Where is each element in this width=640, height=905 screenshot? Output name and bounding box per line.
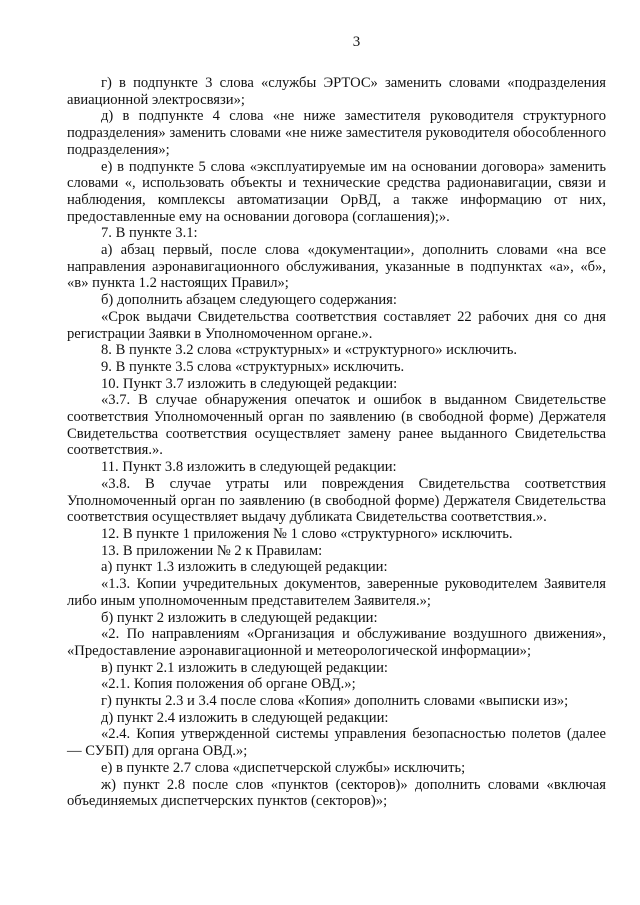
document-body xyxy=(67,75,606,810)
paragraph-sub-v-item13: в) пункт 2.1 изложить в следующей редакции: xyxy=(101,659,388,676)
paragraph-item-13: 13. В приложении № 2 к Правилам: xyxy=(101,542,323,559)
paragraph-sub-d-item13: д) пункт 2.4 изложить в следующей редакции: xyxy=(101,709,389,726)
paragraph-item-8: 8. В пункте 3.2 слова «структурных» и «структурного» исключить. xyxy=(101,342,518,359)
paragraph-item-12: 12. В пункте 1 приложения № 1 слово «структурного» исключить. xyxy=(101,525,513,542)
paragraph-item-11: 11. Пункт 3.8 изложить в следующей редакции: xyxy=(101,459,397,476)
paragraph-sub-e-item6: е) в подпункте 5 слова «эксплуатируемые им на основании договора» заменить словами «, использовать объекты и технические средства радионавигации, связи и наблюдения, комплексы автоматизации ОрВД, а также информацию от них, предоставленные ему на основании договора (соглашения);». xyxy=(67,158,606,225)
paragraph-quote-2: «2. По направлениям «Организация и обслуживание воздушного движения», «Предоставление аэронавигационной и метеорологической информации»; xyxy=(67,626,606,659)
paragraph-sub-g-item13: г) пункты 2.3 и 3.4 после слова «Копия» дополнить словами «выписки из»; xyxy=(101,693,569,710)
paragraph-sub-a-item7: а) абзац первый, после слова «документации», дополнить словами «на все направления аэронавигационного обслуживания, указанные в подпунктах «а», «б», «в» пункта 1.2 настоящих Правил»; xyxy=(67,242,606,292)
paragraph-sub-zh-item13: ж) пункт 2.8 после слов «пунктов (секторов)» дополнить словами «включая объединяемых диспетчерских пунктов (секторов)»; xyxy=(67,776,606,810)
paragraph-item-7: 7. В пункте 3.1: xyxy=(101,225,198,242)
paragraph-sub-b-item7: б) дополнить абзацем следующего содержания: xyxy=(101,292,397,309)
paragraph-quote-3-7: «3.7. В случае обнаружения опечаток и ошибок в выданном Свидетельстве соответствия Уполномоченный орган по заявлению (в свободной форме) Держателя Свидетельства соответствия осуществляет замену ранее выданного Свидетельства соответствия.». xyxy=(67,392,606,459)
page-number: 3 xyxy=(352,34,361,50)
paragraph-item-10: 10. Пункт 3.7 изложить в следующей редакции: xyxy=(101,375,398,392)
paragraph-sub-g-item6: г) в подпункте 3 слова «службы ЭРТОС» заменить словами «подразделения авиационной электросвязи»; xyxy=(67,75,606,108)
paragraph-sub-a-item13: а) пункт 1.3 изложить в следующей редакции: xyxy=(101,559,388,576)
paragraph-item-9: 9. В пункте 3.5 слова «структурных» исключить. xyxy=(101,358,405,375)
paragraph-quote-2-4: «2.4. Копия утвержденной системы управления безопасностью полетов (далее — СУБП) для органа ОВД.»; xyxy=(67,726,606,760)
paragraph-sub-b-item13: б) пункт 2 изложить в следующей редакции: xyxy=(101,609,378,626)
paragraph-sub-d-item6: д) в подпункте 4 слова «не ниже заместителя руководителя структурного подразделения» заменить словами «не ниже заместителя руководителя обособленного подразделения»; xyxy=(67,108,606,158)
paragraph-sub-e-item13: е) в пункте 2.7 слова «диспетчерской службы» исключить; xyxy=(101,759,466,776)
paragraph-quote-term: «Срок выдачи Свидетельства соответствия составляет 22 рабочих дня со дня регистрации Заявки в Уполномоченном органе.». xyxy=(67,308,606,342)
paragraph-quote-3-8: «3.8. В случае утраты или повреждения Свидетельства соответствия Уполномоченный орган по заявлению (в свободной форме) Держателя Свидетельства соответствия осуществляет выдачу дубликата Свидетельства соответствия.». xyxy=(67,475,606,526)
paragraph-quote-1-3: «1.3. Копии учредительных документов, заверенные руководителем Заявителя либо иным уполномоченным представителем Заявителя.»; xyxy=(67,576,606,609)
paragraph-quote-2-1: «2.1. Копия положения об органе ОВД.»; xyxy=(101,676,356,693)
